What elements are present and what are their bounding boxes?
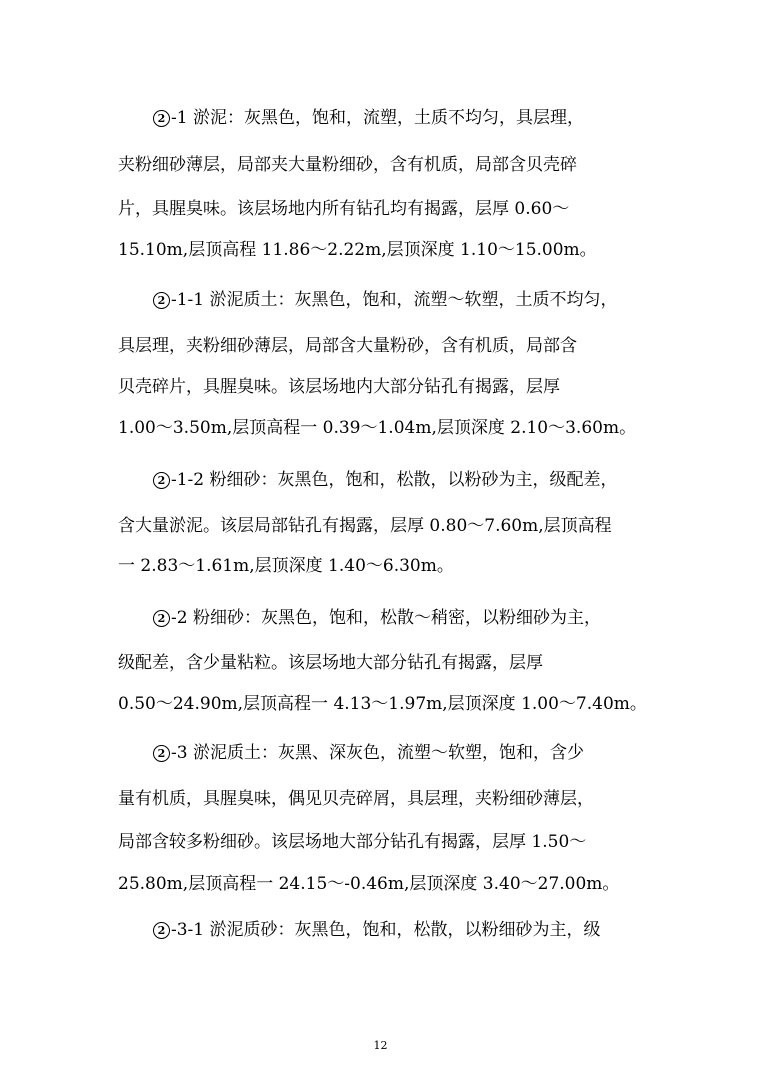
page-number: 12 bbox=[373, 1039, 388, 1052]
paragraph-line: 2 -2 粉细砂：灰黑色，饱和，松散～稍密，以粉细砂为主， bbox=[153, 606, 673, 630]
paragraph-line: 2 -3 淤泥质土：灰黑、深灰色，流塑～软塑，饱和，含少 bbox=[153, 741, 673, 765]
paragraph-line: 具层理，夹粉细砂薄层，局部含大量粉砂，含有机质，局部含 bbox=[118, 336, 577, 356]
paragraph-line: 局部含较多粉细砂。该层场地大部分钻孔有揭露，层厚 1.50～ bbox=[118, 832, 587, 852]
paragraph-line: 量有机质，具腥臭味，偶见贝壳碎屑，具层理，夹粉细砂薄层， bbox=[118, 789, 594, 809]
paragraph-line: 2 -3-1 淤泥质砂：灰黑色，饱和，松散，以粉细砂为主，级 bbox=[153, 918, 673, 942]
paragraph-line: 1.00～3.50m,层顶高程一 0.39～1.04m,层顶深度 2.10～3.60m。 bbox=[118, 418, 637, 438]
paragraph-line: 2 -1-2 粉细砂：灰黑色，饱和，松散，以粉砂为主，级配差， bbox=[153, 468, 673, 492]
circled-number-2: 2 bbox=[153, 110, 170, 127]
paragraph-line: 含大量淤泥。该层局部钻孔有揭露，层厚 0.80～7.60m,层顶高程 bbox=[118, 516, 612, 536]
circled-number-2: 2 bbox=[153, 922, 170, 939]
paragraph-line: 2 -1 淤泥：灰黑色，饱和，流塑，土质不均匀，具层理， bbox=[153, 106, 673, 130]
paragraph-line: 25.80m,层顶高程一 24.15～-0.46m,层顶深度 3.40～27.00m。 bbox=[118, 874, 620, 894]
paragraph-line: 片，具腥臭味。该层场地内所有钻孔均有揭露，层厚 0.60～ bbox=[118, 199, 570, 219]
circled-number-2: 2 bbox=[153, 472, 170, 489]
paragraph-line: 0.50～24.90m,层顶高程一 4.13～1.97m,层顶深度 1.00～7.40m。 bbox=[118, 694, 647, 714]
paragraph-line: 一 2.83～1.61m,层顶深度 1.40～6.30m。 bbox=[118, 556, 454, 576]
circled-number-2: 2 bbox=[153, 610, 170, 627]
circled-number-2: 2 bbox=[153, 745, 170, 762]
circled-number-2: 2 bbox=[153, 292, 170, 309]
paragraph-line: 贝壳碎片，具腥臭味。该层场地内大部分钻孔有揭露，层厚 bbox=[118, 377, 560, 397]
paragraph-line: 级配差，含少量粘粒。该层场地大部分钻孔有揭露，层厚 bbox=[118, 653, 543, 673]
paragraph-line: 夹粉细砂薄层，局部夹大量粉细砂，含有机质，局部含贝壳碎 bbox=[118, 155, 577, 175]
paragraph-line: 2 -1-1 淤泥质土：灰黑色，饱和，流塑～软塑，土质不均匀， bbox=[153, 288, 673, 312]
paragraph-line: 15.10m,层顶高程 11.86～2.22m,层顶深度 1.10～15.00m。 bbox=[118, 240, 597, 260]
